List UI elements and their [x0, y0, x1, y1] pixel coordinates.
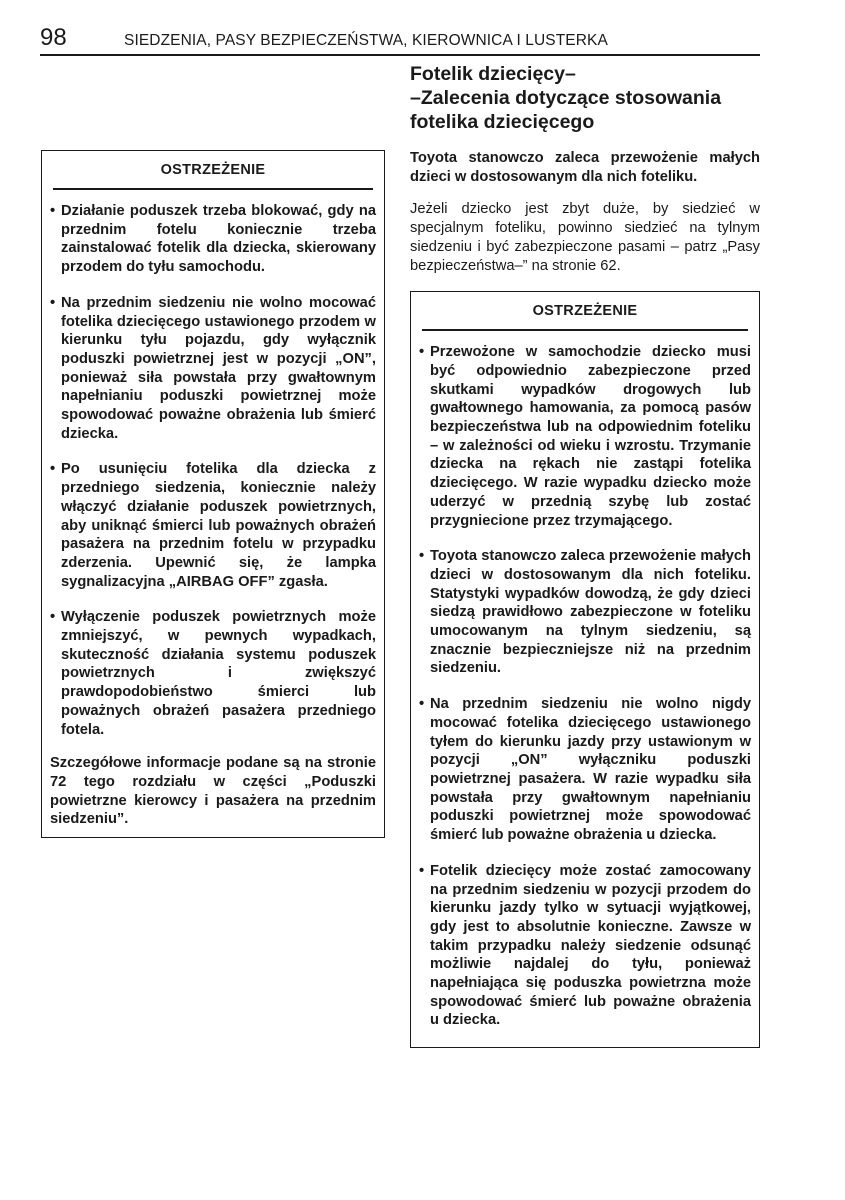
bullet-text: Działanie poduszek trzeba blokować, gdy na przednim fotelu koniecznie trzeba zainstalować fotelik dla dziecka, skierowany przodem do tyłu samochodu. — [61, 203, 376, 276]
bullet-icon: • — [50, 461, 56, 478]
lead-paragraph: Toyota stanowczo zaleca przewożenie małych dzieci w dostosowanym dla nich foteliku. — [410, 150, 760, 185]
warning-divider — [422, 329, 748, 331]
bullet-text: Po usunięciu fotelika dla dziecka z przedniego siedzenia, koniecznie należy włączyć działanie poduszek powietrznych, aby uniknąć śmierci lub poważnych obrażeń pasażera na przednim fotelu w przypadku zderzenia. Upewnić się, że lampka sygnalizacyjna „AIRBAG OFF” zgasła. — [61, 461, 376, 590]
warning-bullet — [419, 343, 751, 530]
warning-bullet — [419, 862, 751, 1030]
warning-bullet — [50, 608, 376, 739]
bullet-icon: • — [419, 862, 425, 879]
bullet-text: Przewożone w samochodzie dziecko musi być odpowiednio zabezpieczone przed skutkami wypadków drogowych lub gwałtownego hamowania, za pomocą pasów bezpieczeństwa lub na odpowiednim foteliku – w zależności od wieku i wzrostu. Trzymanie dziecka na rękach nie zastąpi fotelika dziecięcego. W razie wypadku dziecko może uderzyć w przednią szybę lub zostać przygniecione przez trzymającego. — [430, 344, 751, 529]
warning-bullet — [419, 547, 751, 678]
right-column — [410, 62, 760, 1048]
section-title-line: fotelika dziecięcego — [410, 111, 595, 133]
bullet-text: Na przednim siedzeniu nie wolno nigdy mocować fotelika dziecięcego ustawionego tyłem do kierunku jazdy przy ustawionym w pozycji „ON” wyłączniku poduszki powietrznej pasażera. W razie wypadku siła powstała przy gwałtownym napełnianiu poduszki powietrznej może spowodować śmierć lub poważne obrażenia u dziecka. — [430, 696, 751, 844]
body-paragraph: Jeżeli dziecko jest zbyt duże, by siedzieć w specjalnym foteliku, powinno siedzieć na tylnym siedzeniu i być zabezpieczone pasami – patrz „Pasy bezpieczeństwa–” na stronie 62. — [410, 201, 760, 274]
warning-box-right — [410, 291, 760, 1048]
running-title: SIEDZENIA, PASY BEZPIECZEŃSTWA, KIEROWNICA I LUSTERKA — [124, 32, 608, 49]
bullet-text: Fotelik dziecięcy może zostać zamocowany na przednim siedzeniu w pozycji przodem do kierunku jazdy tylko w sytuacji wyjątkowej, gdy jest to absolutnie konieczne. Zawsze w takim przypadku należy siedzenie odsunąć możliwie najdalej do tyłu, ponieważ napełniająca się poduszka powietrzna może spowodować śmierć lub poważne obrażenia u dziecka. — [430, 862, 751, 1029]
bullet-text: Na przednim siedzeniu nie wolno mocować fotelika dziecięcego ustawionego przodem w kierunku tyłu pojazdu, gdy wyłącznik poduszki powietrznej jest w pozycji „ON”, ponieważ siła powstała przy gwałtownym napełnianiu poduszki powietrznej może spowodować poważne obrażenia lub śmierć dziecka. — [61, 294, 376, 442]
warning-heading: OSTRZEŻENIE — [160, 162, 266, 178]
warning-box-left — [41, 150, 385, 838]
bullet-icon: • — [50, 609, 56, 626]
bullet-icon: • — [419, 548, 425, 565]
page-number: 98 — [40, 24, 67, 51]
warning-heading: OSTRZEŻENIE — [532, 303, 638, 320]
left-column — [41, 150, 385, 838]
bullet-icon: • — [419, 696, 425, 713]
page-header — [40, 26, 760, 56]
section-title-line: Fotelik dziecięcy– — [410, 63, 576, 85]
section-title-line: –Zalecenia dotyczące stosowania — [410, 87, 722, 109]
reference-note: Szczegółowe informacje podane są na stronie 72 tego rozdziału w części „Poduszki powietrzne kierowcy i pasażera na przednim siedzeniu”. — [50, 755, 376, 828]
bullet-text: Toyota stanowczo zaleca przewożenie małych dzieci w dostosowanym dla nich foteliku. Statystyki wypadków dowodzą, że gdy dzieci siedzą prawidłowo zabezpieczone w foteliku umocowanym na tylnym siedzeniu, są znacznie bezpieczniejsze niż na przednim siedzeniu. — [430, 548, 751, 677]
bullet-icon: • — [50, 203, 56, 219]
bullet-icon: • — [50, 294, 56, 311]
warning-divider — [53, 188, 373, 190]
bullet-text: Wyłączenie poduszek powietrznych może zmniejszyć, w pewnych wypadkach, skuteczność działania systemu poduszek powietrznych i zwiększyć prawdopodobieństwo śmierci lub poważnych obrażeń pasażera przedniego fotela. — [61, 609, 376, 738]
warning-bullet — [50, 294, 376, 444]
warning-bullet — [50, 202, 376, 277]
warning-bullet — [419, 695, 751, 845]
warning-bullet — [50, 460, 376, 591]
section-title — [410, 62, 760, 134]
bullet-icon: • — [419, 344, 425, 361]
